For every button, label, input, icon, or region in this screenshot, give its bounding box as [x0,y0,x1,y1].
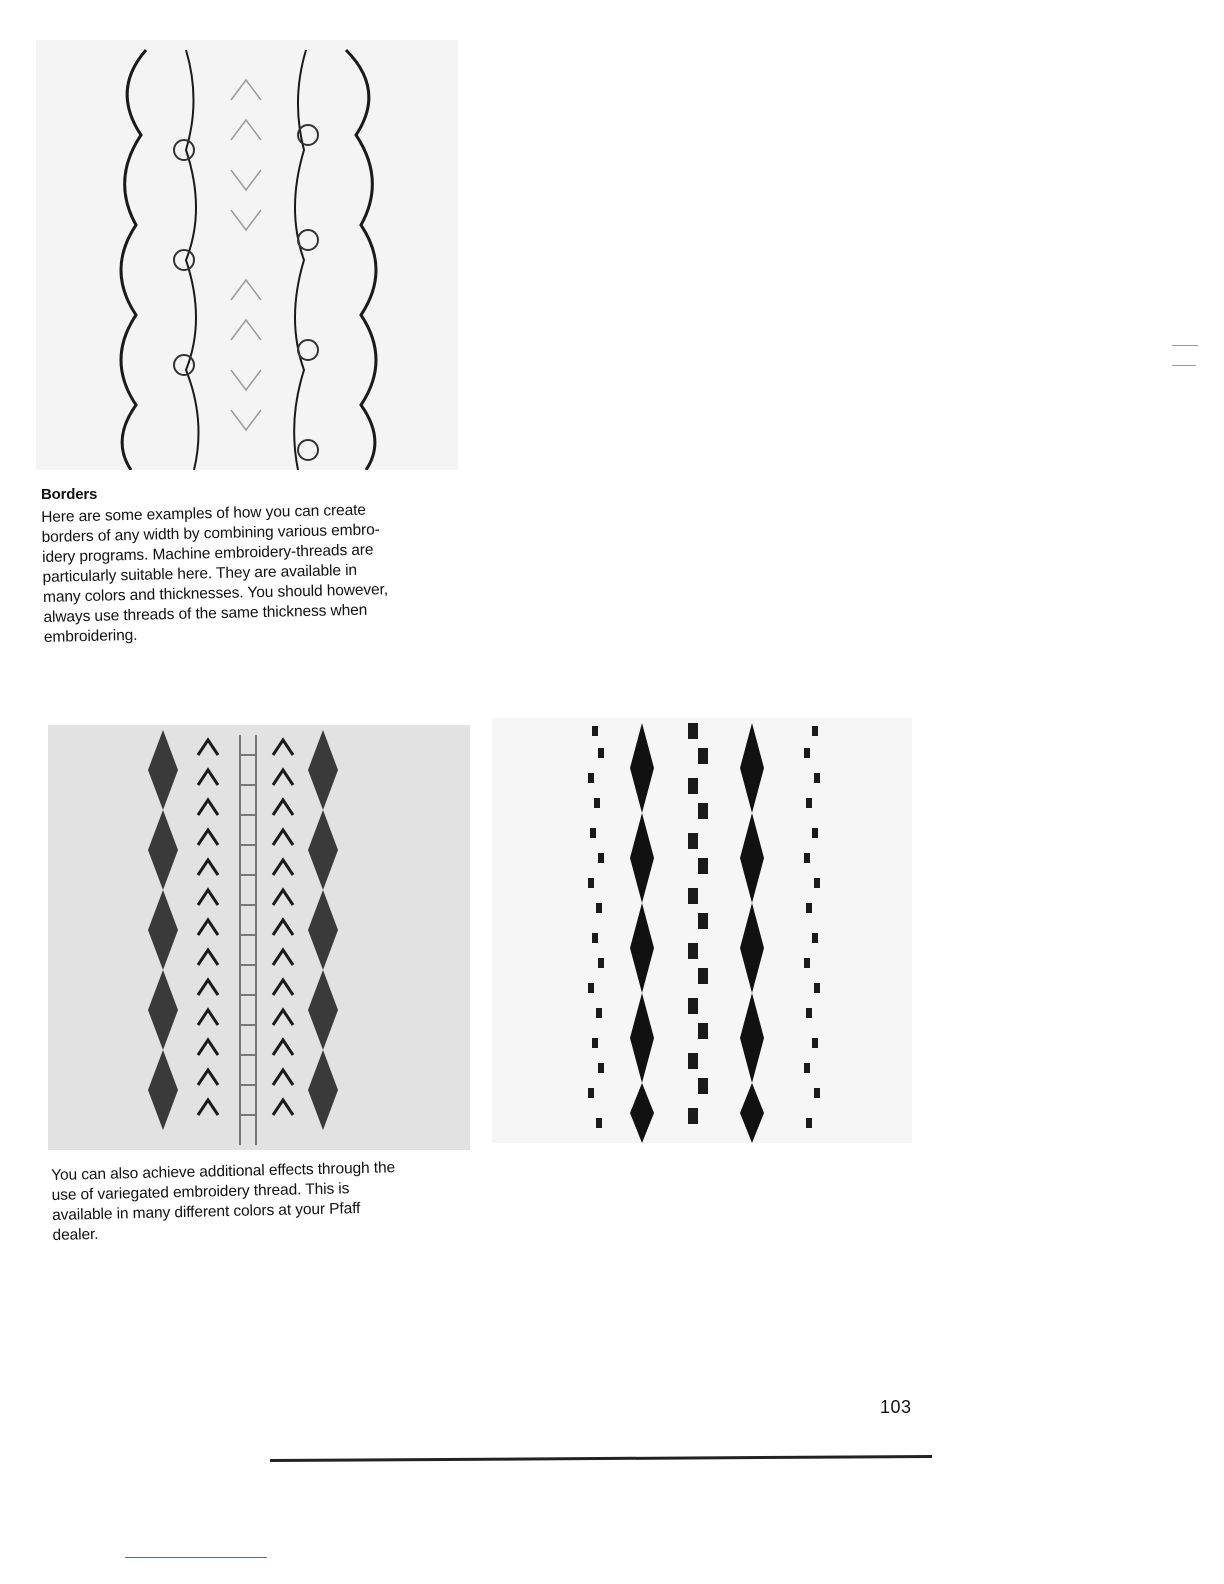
block-column-center [688,723,708,1124]
vine-line-right [294,50,306,470]
diamond-column-2 [740,723,764,1143]
bottom-rule [270,1455,932,1462]
embroidery-photo-diamond-borders [492,718,912,1143]
footer-rule [125,1557,267,1558]
borders-description: Here are some examples of how you can create borders of any width by combining various embro- idery programs. Machine embroidery-threads are particularly suitable here. They are available in many colors and thicknesses. You should however, always use threads of the same thickness when embroidering. [41,501,389,646]
arrow-column-right [273,740,293,1115]
margin-mark [1172,345,1198,346]
margin-mark [1172,365,1196,366]
diamond-column-right [308,730,338,1130]
diamond-border-illustration [492,718,912,1143]
block-column-right [804,726,820,1128]
embroidery-photo-scalloped-borders [36,40,458,470]
ladder-stitch-column [240,735,256,1145]
embroidery-photo-variegated-thread [48,725,470,1150]
block-column-left [588,726,604,1128]
variegated-thread-description: You can also achieve additional effects through the use of variegated embroidery thread. This is available in many different colors at your Pfaff dealer. [51,1159,396,1244]
diamond-column-1 [630,723,654,1143]
arrow-column-left [198,740,218,1115]
scallop-line-left [121,50,146,470]
variegated-border-illustration [48,725,470,1150]
page-number: 103 [880,1397,912,1417]
scallop-line-right [346,50,376,470]
borders-heading: Borders [41,486,98,503]
diamond-column-left [148,730,178,1130]
vine-line-left [186,50,199,470]
scalloped-border-illustration [36,40,458,470]
light-chevron-column [231,80,261,430]
